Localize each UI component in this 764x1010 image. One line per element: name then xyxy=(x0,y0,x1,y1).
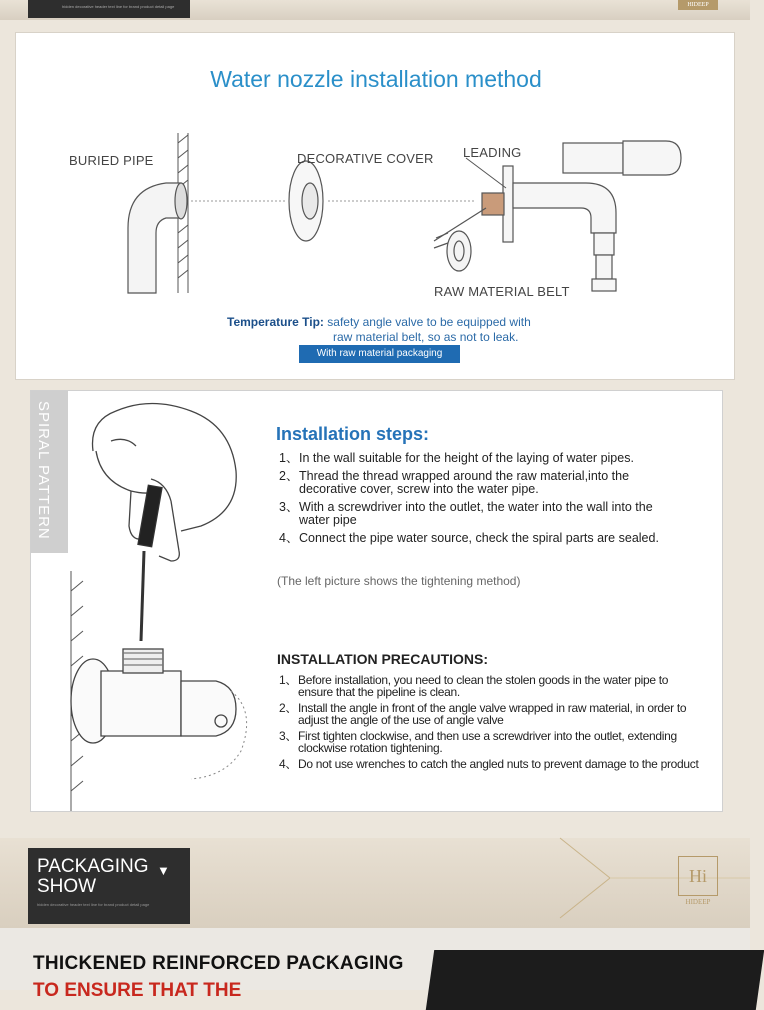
angle-valve-icon xyxy=(71,649,236,743)
packaging-box-image xyxy=(426,950,764,1010)
step-number: 1、 xyxy=(279,451,299,465)
screwdriver-icon xyxy=(138,485,162,641)
nozzle-installation-card xyxy=(15,32,735,380)
packaging-title xyxy=(37,857,149,897)
tip-line2: raw material belt, so as not to leak. xyxy=(333,330,519,344)
banner-tiny-text: hidden decorative header text line for brand product detail page xyxy=(37,902,150,907)
packaging-title-line1: PACKAGING xyxy=(37,856,149,877)
precaution-number: 4、 xyxy=(279,757,298,771)
spiral-pattern-label: SPIRAL PATTERN xyxy=(35,401,52,540)
precaution-number: 2、 xyxy=(279,701,298,715)
brand-logo-text: HIDEEP xyxy=(685,898,711,906)
precaution-text: First tighten clockwise, and then use a screwdriver into the outlet, extending clockwise rotation tightening. xyxy=(298,729,677,755)
list-item xyxy=(279,452,679,465)
precaution-text: Before installation, you need to clean the stolen goods in the water pipe to ensure that the pipeline is clean. xyxy=(298,673,669,699)
precaution-text: Do not use wrenches to catch the angled nuts to prevent damage to the product xyxy=(298,757,699,771)
list-item xyxy=(279,532,679,545)
tip-label: Temperature Tip: xyxy=(227,315,324,329)
step-number: 2、 xyxy=(279,469,299,483)
step-number: 4、 xyxy=(279,531,299,545)
installation-steps-card xyxy=(30,390,723,812)
label-buried-pipe: BURIED PIPE xyxy=(69,153,154,168)
temperature-tip xyxy=(227,315,531,345)
raw-material-belt-icon xyxy=(434,208,486,271)
packaging-feature-section xyxy=(0,928,750,1001)
hand-icon xyxy=(92,404,236,562)
packaging-show-banner xyxy=(0,838,750,928)
precaution-number: 1、 xyxy=(279,673,298,687)
step-text: In the wall suitable for the height of the laying of water pipes. xyxy=(299,451,634,465)
list-item xyxy=(279,758,699,770)
brand-logo-small: HIDEEP xyxy=(678,0,718,10)
hand-valve-illustration xyxy=(31,391,271,813)
packaging-badge: With raw material packaging xyxy=(299,345,460,363)
label-leading: LEADING xyxy=(463,145,522,160)
precautions-list xyxy=(279,674,699,774)
nozzle-title: Water nozzle installation method xyxy=(210,66,542,92)
installation-steps-title: Installation steps: xyxy=(276,424,430,444)
label-raw-material-belt: RAW MATERIAL BELT xyxy=(434,284,570,299)
packaging-subheadline: TO ENSURE THAT THE xyxy=(33,980,242,1001)
top-header-strip xyxy=(0,0,750,20)
faucet-icon xyxy=(482,141,681,291)
installation-steps-list xyxy=(279,452,679,550)
list-item xyxy=(279,470,679,496)
list-item xyxy=(279,501,679,527)
list-item xyxy=(279,702,699,726)
precaution-text: Install the angle in front of the angle valve wrapped in raw material, in order to adjust the angle of the use of angle valve xyxy=(298,701,687,727)
step-text: With a screwdriver into the outlet, the water into the wall into the water pipe xyxy=(299,500,653,527)
list-item xyxy=(279,730,699,754)
label-decorative-cover: DECORATIVE COVER xyxy=(297,151,434,166)
chevron-down-icon: ▼ xyxy=(157,863,170,878)
step-text: Connect the pipe water source, check the spiral parts are sealed. xyxy=(299,531,659,545)
tip-line1: safety angle valve to be equipped with xyxy=(327,315,531,329)
left-picture-note: (The left picture shows the tightening method) xyxy=(277,574,521,588)
decorative-cover-icon xyxy=(289,161,323,241)
header-tiny-text: hidden decorative header text line for brand product detail page xyxy=(62,4,175,9)
packaging-title-line2: SHOW xyxy=(37,876,97,897)
precautions-title: INSTALLATION PRECAUTIONS: xyxy=(277,651,489,667)
step-number: 3、 xyxy=(279,500,299,514)
packaging-headline: THICKENED REINFORCED PACKAGING xyxy=(33,953,404,974)
precaution-number: 3、 xyxy=(279,729,298,743)
list-item xyxy=(279,674,699,698)
step-text: Thread the thread wrapped around the raw material,into the decorative cover, screw into the water pipe. xyxy=(299,469,630,496)
header-dark-block xyxy=(28,0,190,18)
brand-logo-icon: Hi xyxy=(678,856,718,896)
